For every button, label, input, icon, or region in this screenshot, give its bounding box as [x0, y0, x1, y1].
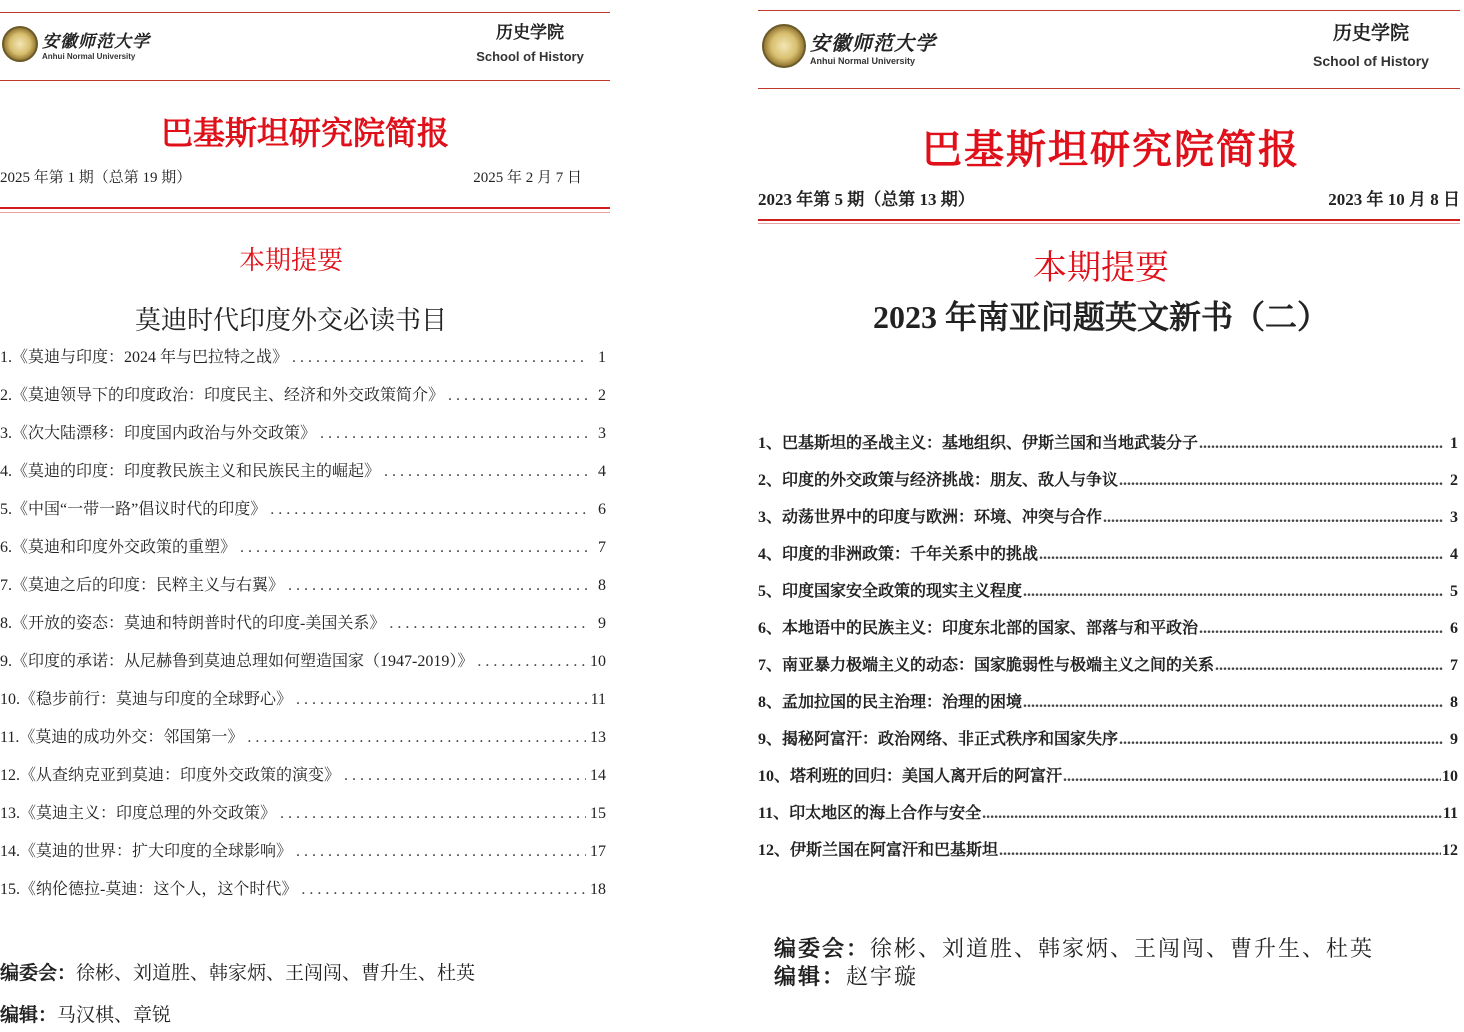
bulletin-title: 巴基斯坦研究院简报: [160, 115, 449, 151]
toc-item[interactable]: 7、南亚暴力极端主义的动态：国家脆弱性与极端主义之间的关系 ..... 7: [758, 652, 1458, 675]
toc-item[interactable]: 8.《开放的姿态：莫迪和特朗普时代的印度-美国关系》 . . . 9: [0, 610, 606, 633]
toc-item[interactable]: 12、伊斯兰国在阿富汗和巴基斯坦 ..... 12: [758, 837, 1458, 860]
issue-date: 2025 年 2 月 7 日: [473, 170, 582, 186]
toc-item[interactable]: 3、动荡世界中的印度与欧洲：环境、冲突与合作 ..... 3: [758, 504, 1458, 527]
toc-item[interactable]: 9.《印度的承诺：从尼赫鲁到莫迪总理如何塑造国家（1947-2019）》 . . . 10: [0, 648, 606, 671]
issue-subtitle: 莫迪时代印度外交必读书目: [134, 306, 447, 335]
editor-names: 赵宇璇: [846, 964, 919, 989]
issue-number: 2025 年第 1 期（总第 19 期）: [0, 170, 192, 186]
toc-item[interactable]: 10、塔利班的回归：美国人离开后的阿富汗 ..... 10: [758, 763, 1458, 786]
issue-info-row: [0, 166, 610, 187]
toc-item[interactable]: 8、孟加拉国的民主治理：治理的困境 ..... 8: [758, 689, 1458, 712]
toc-item[interactable]: 11.《莫迪的成功外交：邻国第一》 . . . 13: [0, 724, 606, 747]
school-name-en: School of History: [1313, 53, 1429, 69]
toc-item[interactable]: 4、印度的非洲政策：千年关系中的挑战 ..... 4: [758, 541, 1458, 564]
university-name-cn: 安徽师范大学: [42, 32, 150, 52]
issue-subtitle: 2023 年南亚问题英文新书（二）: [872, 299, 1329, 335]
toc-item[interactable]: 1.《莫迪与印度：2024 年与巴拉特之战》 . . . 1: [0, 344, 606, 367]
editor-label: 编辑：: [774, 964, 847, 989]
toc-item[interactable]: 13.《莫迪主义：印度总理的外交政策》 . . . 15: [0, 800, 606, 823]
bulletin-page-2025-issue-1: [0, 0, 610, 1032]
school-label: [1298, 18, 1444, 69]
title-divider: [0, 207, 610, 209]
editor-line: [0, 1000, 171, 1027]
university-name-cn: 安徽师范大学: [810, 30, 936, 55]
toc-item[interactable]: 7.《莫迪之后的印度：民粹主义与右翼》 . . . 8: [0, 572, 606, 595]
university-logo: [762, 24, 936, 68]
editorial-board: [774, 932, 1374, 963]
university-name-en: Anhui Normal University: [810, 55, 916, 66]
editorial-board-members: 徐彬、刘道胜、韩家炳、王闯闯、曹升生、杜英: [76, 963, 476, 984]
header-bottom-rule: [758, 88, 1460, 89]
editorial-board-label: 编委会：: [774, 936, 871, 961]
editor-names: 马汉棋、章锐: [57, 1005, 172, 1026]
editorial-board-members: 徐彬、刘道胜、韩家炳、王闯闯、曹升生、杜英: [870, 936, 1375, 961]
title-divider-thin: [0, 212, 610, 213]
summary-heading: 本期提要: [1033, 250, 1169, 287]
title-divider-thin: [758, 223, 1460, 224]
school-name-cn: 历史学院: [496, 23, 564, 42]
toc-item[interactable]: 11、印太地区的海上合作与安全 ..... 11: [758, 800, 1458, 823]
toc-item[interactable]: 6.《莫迪和印度外交政策的重塑》 . . . 7: [0, 534, 606, 557]
university-seal-icon: [762, 24, 806, 68]
toc-item[interactable]: 2、印度的外交政策与经济挑战：朋友、敌人与争议 ..... 2: [758, 467, 1458, 490]
toc-item[interactable]: 3.《次大陆漂移：印度国内政治与外交政策》 . . . 3: [0, 420, 606, 443]
header-bottom-rule: [0, 80, 610, 81]
bulletin-page-2023-issue-5: [758, 0, 1464, 1032]
school-label: [470, 18, 590, 64]
toc-item[interactable]: 14.《莫迪的世界：扩大印度的全球影响》 . . . 17: [0, 838, 606, 861]
title-divider: [758, 219, 1460, 221]
editorial-board-label: 编委会：: [0, 963, 77, 984]
editor-line: [774, 960, 918, 991]
toc-item[interactable]: 1、巴基斯坦的圣战主义：基地组织、伊斯兰国和当地武装分子 ..... 1: [758, 430, 1458, 453]
editorial-board: [0, 958, 475, 985]
school-name-en: School of History: [476, 49, 584, 64]
toc-item[interactable]: 6、本地语中的民族主义：印度东北部的国家、部落与和平政治 ..... 6: [758, 615, 1458, 638]
toc-item[interactable]: 5、印度国家安全政策的现实主义程度 ..... 5: [758, 578, 1458, 601]
toc-item[interactable]: 10.《稳步前行：莫迪与印度的全球野心》 . . . 11: [0, 686, 606, 709]
issue-date: 2023 年 10 月 8 日: [1328, 190, 1460, 209]
header-top-rule: [0, 12, 610, 13]
university-seal-icon: [2, 26, 38, 62]
header-top-rule: [758, 10, 1460, 11]
summary-heading: 本期提要: [238, 246, 343, 275]
toc-item[interactable]: 2.《莫迪领导下的印度政治：印度民主、经济和外交政策简介》 . . . 2: [0, 382, 606, 405]
toc-item[interactable]: 5.《中国“一带一路”倡议时代的印度》 . . . 6: [0, 496, 606, 519]
school-name-cn: 历史学院: [1332, 23, 1409, 44]
bulletin-title: 巴基斯坦研究院简报: [922, 127, 1300, 172]
toc-item[interactable]: 4.《莫迪的印度：印度教民族主义和民族民主的崛起》 . . . 4: [0, 458, 606, 481]
toc-item[interactable]: 12.《从查纳克亚到莫迪：印度外交政策的演变》 . . . 14: [0, 762, 606, 785]
editor-label: 编辑：: [0, 1005, 58, 1026]
toc-item[interactable]: 9、揭秘阿富汗：政治网络、非正式秩序和国家失序 ..... 9: [758, 726, 1458, 749]
issue-number: 2023 年第 5 期（总第 13 期）: [758, 190, 975, 209]
university-name-en: Anhui Normal University: [42, 52, 136, 61]
issue-info-row: [758, 185, 1464, 210]
university-logo: [2, 26, 150, 62]
toc-item[interactable]: 15.《纳伦德拉-莫迪：这个人，这个时代》 . . . 18: [0, 876, 606, 899]
